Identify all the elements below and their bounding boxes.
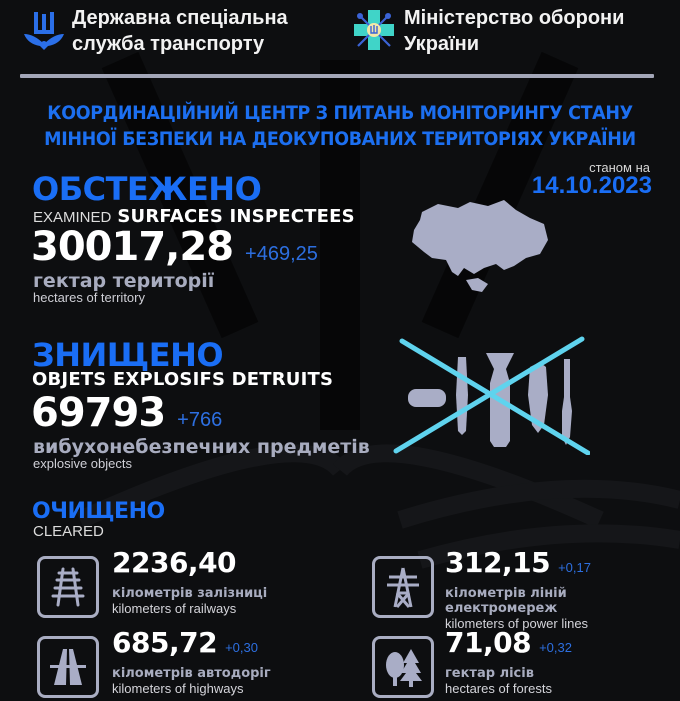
examined-overlay-fr: SURFACES INSPECTEES: [117, 206, 355, 227]
examined-unit-ua: гектар території: [33, 270, 215, 292]
destroyed-value: 69793: [31, 390, 166, 436]
power-line-tower-icon: [381, 565, 425, 609]
crossed-out-explosives-icon: [390, 335, 590, 455]
examined-delta: +469,25: [245, 243, 318, 265]
forests-unit-ua: гектар лісів: [445, 666, 534, 681]
destroyed-value-row: [31, 392, 222, 434]
org-right-name: [404, 5, 624, 57]
forests-stat: [445, 628, 572, 696]
destroyed-heading: ЗНИЩЕНО: [32, 336, 224, 374]
railways-value: 2236,40: [112, 546, 237, 579]
examined-value: 30017,28: [31, 224, 234, 270]
examined-heading-en: EXAMINED: [33, 209, 112, 226]
examined-value-row: [31, 226, 318, 268]
railway-icon: [46, 565, 90, 609]
cleared-heading: ОЧИЩЕНО: [32, 499, 165, 524]
highway-icon-box: [37, 636, 99, 698]
power-lines-delta: +0,17: [558, 560, 591, 575]
org-left-name: [72, 5, 288, 57]
coordination-center-title: [27, 100, 653, 152]
highways-unit-en: kilometers of highways: [112, 681, 244, 696]
highways-stat: [112, 628, 271, 696]
ukraine-map-icon: [408, 196, 558, 296]
org-left-line1: Державна спеціальна: [72, 7, 288, 29]
power-lines-value: 312,15: [445, 546, 551, 579]
railways-stat: [112, 548, 267, 616]
org-right-line2: України: [404, 33, 480, 55]
examined-unit-en: hectares of territory: [33, 290, 145, 305]
power-lines-unit-en: kilometers of power lines: [445, 616, 589, 631]
forest-icon: [381, 645, 425, 689]
title-line1: КООРДИНАЦІЙНИЙ ЦЕНТР З ПИТАНЬ МОНІТОРИНГУ СТАНУ: [47, 102, 633, 124]
highway-icon: [46, 645, 90, 689]
power-lines-unit-ua: кілометрів ліній електромереж: [445, 586, 567, 616]
highways-value: 685,72: [112, 626, 218, 659]
title-line2: МІННОЇ БЕЗПЕКИ НА ДЕОКУПОВАНИХ ТЕРИТОРІЯХ УКРАЇНИ: [44, 128, 636, 150]
date-caption: станом на: [589, 160, 650, 175]
railways-unit-ua: кілометрів залізниці: [112, 586, 268, 601]
railway-icon-box: [37, 556, 99, 618]
forests-delta: +0,32: [539, 640, 572, 655]
forest-icon-box: [372, 636, 434, 698]
forests-value: 71,08: [445, 626, 532, 659]
power-line-icon-box: [372, 556, 434, 618]
destroyed-overlay-fr: OBJETS EXPLOSIFS DETRUITS: [32, 369, 334, 390]
examined-heading: ОБСТЕЖЕНО: [32, 170, 262, 208]
destroyed-unit-en: explosive objects: [33, 456, 132, 471]
header-divider: [20, 74, 654, 78]
org-left-line2: служба транспорту: [72, 33, 265, 55]
forests-unit-en: hectares of forests: [445, 681, 552, 696]
transport-service-logo: [22, 10, 66, 52]
cleared-heading-en: CLEARED: [33, 523, 104, 540]
power-lines-stat: [445, 548, 680, 631]
highways-delta: +0,30: [225, 640, 258, 655]
ministry-emblem-logo: [352, 8, 396, 52]
report-date: 14.10.2023: [531, 172, 652, 199]
destroyed-unit-ua: вибухонебезпечних предметів: [33, 436, 370, 458]
destroyed-delta: +766: [177, 409, 223, 431]
railways-unit-en: kilometers of railways: [112, 601, 237, 616]
highways-unit-ua: кілометрів автодоріг: [112, 666, 271, 681]
org-right-line1: Міністерство оборони: [404, 7, 625, 29]
